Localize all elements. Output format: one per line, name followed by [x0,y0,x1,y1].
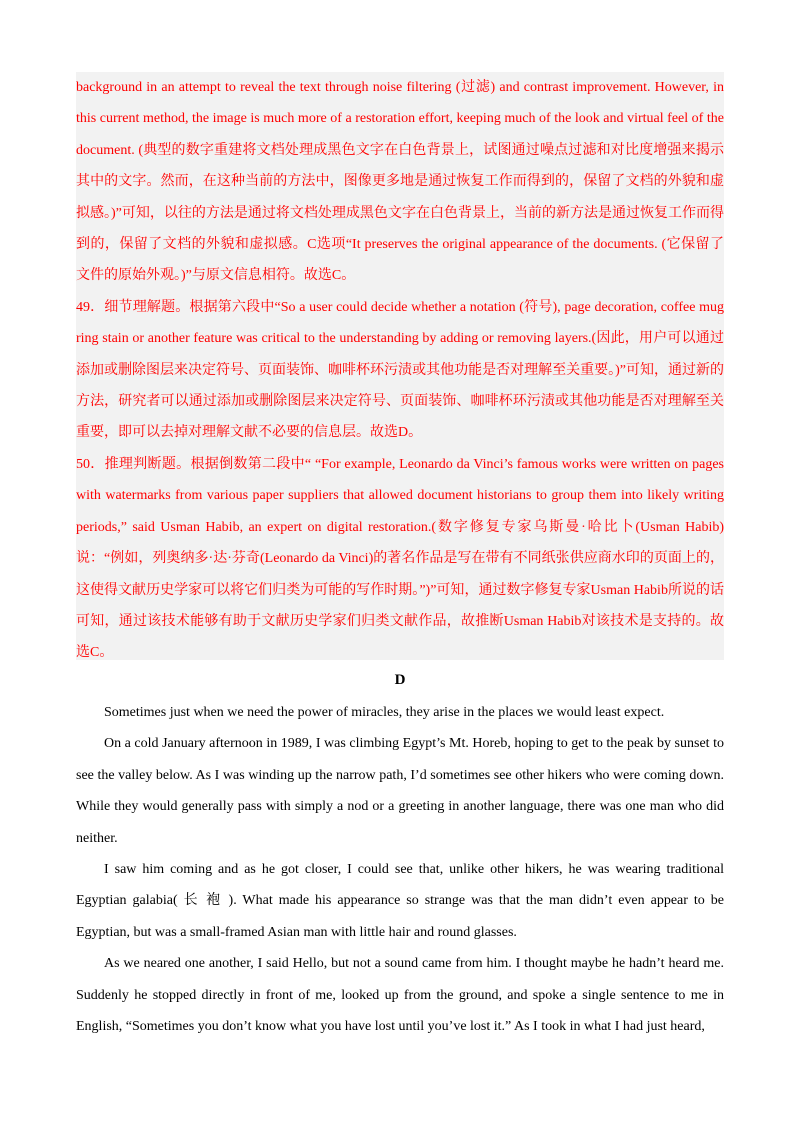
answer-explanation-box [76,72,724,660]
passage-paragraph-1: Sometimes just when we need the power of miracles, they arise in the places we would least expect. [104,705,665,720]
section-heading: D [394,672,406,688]
passage-paragraph-2: On a cold January afternoon in 1989, I was climbing Egypt’s Mt. Horeb, hoping to get to the peak by sunset to see the valley below. As I was winding up the narrow path, I’d sometimes see other hikers who were coming down. While they would generally pass with simply a nod or a greeting in another language, there was one man who did neither. [76,736,724,846]
explanation-q48-continuation: background in an attempt to reveal the text through noise filtering (过滤) and contrast improvement. However, in this current method, the image is much more of a restoration effort, keeping much of the look and virtual feel of the document. (典型的数字重建将文档处理成黑色文字在白色背景上，试图通过噪点过滤和对比度增强来揭示其中的文字。然而，在这种当前的方法中，图像更多地是通过恢复工作而得到的，保留了文档的外貌和虚拟感。)”可知，以往的方法是通过将文档处理成黑色文字在白色背景上，当前的新方法是通过恢复工作而得到的，保留了文档的外貌和虚拟感。C选项“It preserves the original appearance of the documents. (它保留了文件的原始外观。)”与原文信息相符。故选C。 [76,80,724,284]
explanation-q49: 49．细节理解题。根据第六段中“So a user could decide whether a notation (符号), page decoration, coffee mug ring stain or another feature was critical to the understanding by adding or removing layers.(因此，用户可以通过添加或删除图层来决定符号、页面装饰、咖啡杯环污渍或其他功能是否对理解至关重要。)”可知，通过新的方法，研究者可以通过添加或删除图层来决定符号、页面装饰、咖啡杯环污渍或其他功能是否对理解至关重要，即可以去掉对理解文献不必要的信息层。故选D。 [76,299,724,441]
explanation-q50: 50．推理判断题。根据倒数第二段中“ “For example, Leonardo da Vinci’s famous works were written on pages with watermarks from various paper suppliers that allowed document historians to group them into likely writing periods,” said Usman Habib, an expert on digital restoration.(数字修复专家乌斯曼·哈比卜(Usman Habib)说：“例如，列奥纳多·达·芬奇(Leonardo da Vinci)的著名作品是写在带有不同纸张供应商水印的页面上的，这使得文献历史学家可以将它们归类为可能的写作时期。”)”可知，通过数字修复专家Usman Habib所说的话可知，通过该技术能够有助于文献历史学家们归类文献作品，故推断Usman Habib对该技术是支持的。故选C。 [76,456,724,661]
reading-passage [76,697,724,1042]
passage-paragraph-4: As we neared one another, I said Hello, but not a sound came from him. I thought maybe he hadn’t heard me. Suddenly he stopped directly in front of me, looked up from the ground, and spoke a single sentence to me in English, “Sometimes you don’t know what you have lost until you’ve lost it.” As I took in what I had just heard, [76,956,724,1035]
passage-paragraph-3: I saw him coming and as he got closer, I could see that, unlike other hikers, he was wearing traditional Egyptian galabia( 长 袍 ). What made his appearance so strange was that the man didn’t even appear to be Egyptian, but was a small-framed Asian man with little hair and round glasses. [76,862,724,940]
